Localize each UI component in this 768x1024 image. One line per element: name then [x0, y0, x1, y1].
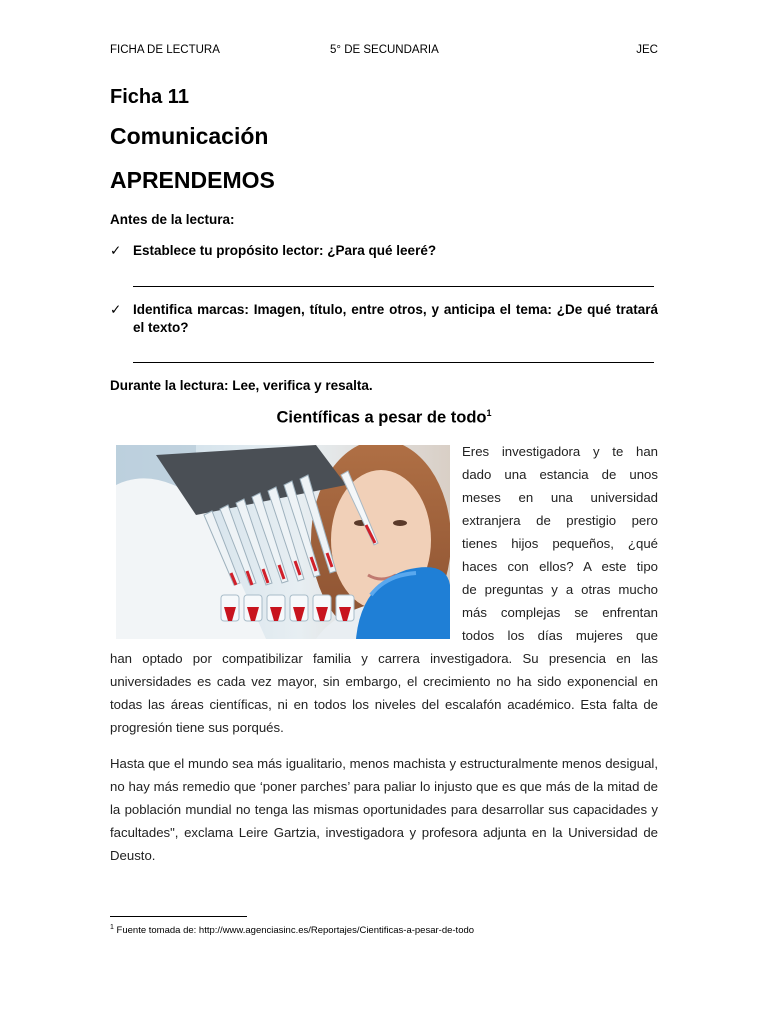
answer-line	[133, 286, 654, 287]
checklist-item	[110, 301, 658, 337]
article-intro-wrap	[462, 440, 658, 647]
text-line: extranjera de prestigio pero	[462, 513, 658, 528]
ficha-number: Ficha 11	[110, 86, 189, 108]
text-line: todos los días mujeres que	[462, 628, 658, 643]
section-title: APRENDEMOS	[110, 167, 275, 193]
checklist-text: Establece tu propósito lector: ¿Para qué leeré?	[133, 243, 437, 258]
text-line: dado una estancia de unos	[462, 467, 658, 482]
checklist-text: Identifica marcas: Imagen, título, entre otros, y anticipa el tema: ¿De qué tratará el texto?	[133, 302, 658, 335]
header-right: JEC	[636, 44, 658, 56]
header-center: 5° DE SECUNDARIA	[330, 44, 439, 56]
footnote-number: 1	[110, 924, 114, 931]
checkmark-icon: ✓	[110, 243, 122, 258]
text-line: Eres investigadora y te han	[462, 444, 658, 459]
lab-photo	[116, 445, 450, 639]
footnote-ref: 1	[486, 408, 492, 418]
page-header	[110, 44, 658, 60]
article-title	[0, 408, 768, 428]
paragraph-1: han optado por compatibilizar familia y carrera investigadora. Su presencia en las universidades es cada vez mayor, sin embargo, el crecimiento no ha sido exponencial en todas las áreas científicas, ni en todos los niveles del escalafón académico. Esta falta de progresión tiene sus porqués.	[110, 651, 658, 735]
before-reading-label: Antes de la lectura:	[110, 212, 235, 227]
footnote-divider	[110, 916, 247, 917]
footnote-text: Fuente tomada de: http://www.agenciasinc.es/Reportajes/Cientificas-a-pesar-de-todo	[116, 925, 475, 937]
text-line: tienes hijos pequeños, ¿qué	[462, 536, 658, 551]
text-line: de preguntas y a otras mucho	[462, 582, 658, 597]
header-left: FICHA DE LECTURA	[110, 44, 220, 56]
paragraph-2: Hasta que el mundo sea más igualitario, menos machista y estructuralmente menos desigual, no hay más remedio que ‘poner parches’ para paliar lo injusto que es que más de la mitad de la población mundial no tenga las mismas oportunidades para desarrollar sus capacidades y facultades", exclama Leire Gartzia, investigadora y profesora adjunta en la Universidad de Deusto.	[110, 756, 658, 863]
text-line: meses en una universidad	[462, 490, 658, 505]
footnote	[110, 924, 474, 936]
article-title-text: Científicas a pesar de todo	[276, 408, 487, 427]
subject-title: Comunicación	[110, 123, 269, 149]
checkmark-icon: ✓	[110, 302, 122, 317]
during-reading-label: Durante la lectura: Lee, verifica y resalta.	[110, 378, 373, 393]
checklist-item	[110, 242, 658, 260]
answer-line	[133, 362, 654, 363]
text-line: más complejas se enfrentan	[462, 605, 658, 620]
text-line: haces con ellos? A este tipo	[462, 559, 658, 574]
